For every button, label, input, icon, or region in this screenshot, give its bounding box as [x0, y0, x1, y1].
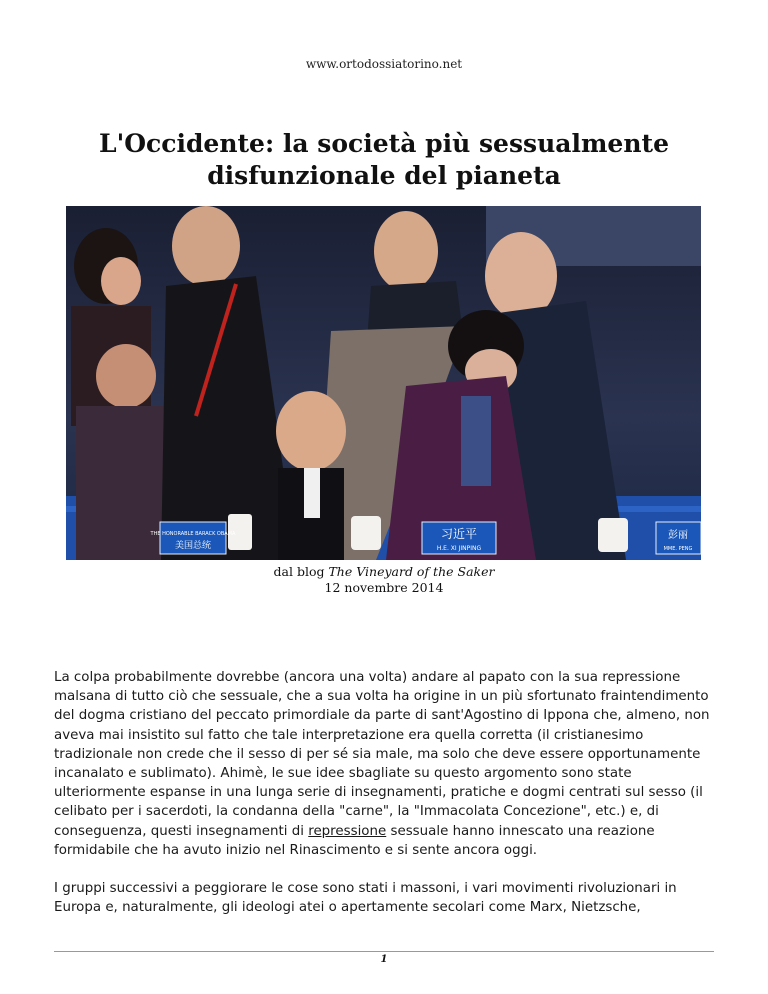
- placard-peng-line2: MME. PENG: [663, 546, 693, 552]
- caption-blog-name: The Vineyard of the Saker: [328, 564, 495, 579]
- placard-peng-line1: 彭丽: [668, 530, 688, 541]
- placard-obama-line2: 美国总统: [174, 541, 212, 551]
- photo-caption: [0, 564, 768, 596]
- paragraph-1-text-a: La colpa probabilmente dovrebbe (ancora una volta) andare al papato con la sua repressione malsana di tutto ciò che sessuale, che a sua volta ha origine in un più sfortunato fraintendimento del dogma cristiano del peccato primordiale da parte di sant'Agostino di Ippona che, almeno, non aveva mai insistito sul fatto che tale interpretazione era quella corretta (il cristianesimo tradizionale non crede che il sesso di per sé sia male, ma solo che deve essere opportunamente incanalato e sublimato). Ahimè, le sue idee sbagliate su questo argomento sono state ulteriormente espanse in una lunga serie di insegnamenti, pratiche e dogmi centrati sul sesso (il celibato per i sacerdoti, la condanna della "carne", la "Immacolata Concezione", etc.) e, di conseguenza, questi insegnamenti di: [54, 670, 710, 839]
- article-photo: [66, 206, 701, 560]
- site-url[interactable]: www.ortodossiatorino.net: [305, 57, 463, 71]
- repressione-link[interactable]: repressione: [308, 823, 387, 839]
- footer-divider: [54, 951, 714, 952]
- caption-source: [0, 564, 768, 580]
- placard-obama-line1: THE HONORABLE BARACK OBAMA: [150, 531, 236, 537]
- photo-illustration: [66, 206, 701, 560]
- paragraph-1-text-b: sessuale hanno innescato una reazione formidabile che ha avuto inizio nel Rinascimento e si sente ancora oggi.: [54, 823, 655, 858]
- paragraph-2: I gruppi successivi a peggiorare le cose sono stati i massoni, i vari movimenti rivoluzionari in Europa e, naturalmente, gli ideologi atei o apertamente secolari come Marx, Nietzsche,: [54, 881, 677, 916]
- placard-xi-line1: 习近平: [440, 527, 478, 541]
- caption-date: 12 novembre 2014: [324, 580, 444, 595]
- article-title: L'Occidente: la società più sessualmente disfunzionale del pianeta: [99, 129, 669, 190]
- page-number: 1: [380, 954, 388, 965]
- placard-xi-line2: H.E. XI JINPING: [436, 545, 482, 552]
- caption-prefix: dal blog: [273, 564, 329, 579]
- paragraph-1: [54, 668, 718, 860]
